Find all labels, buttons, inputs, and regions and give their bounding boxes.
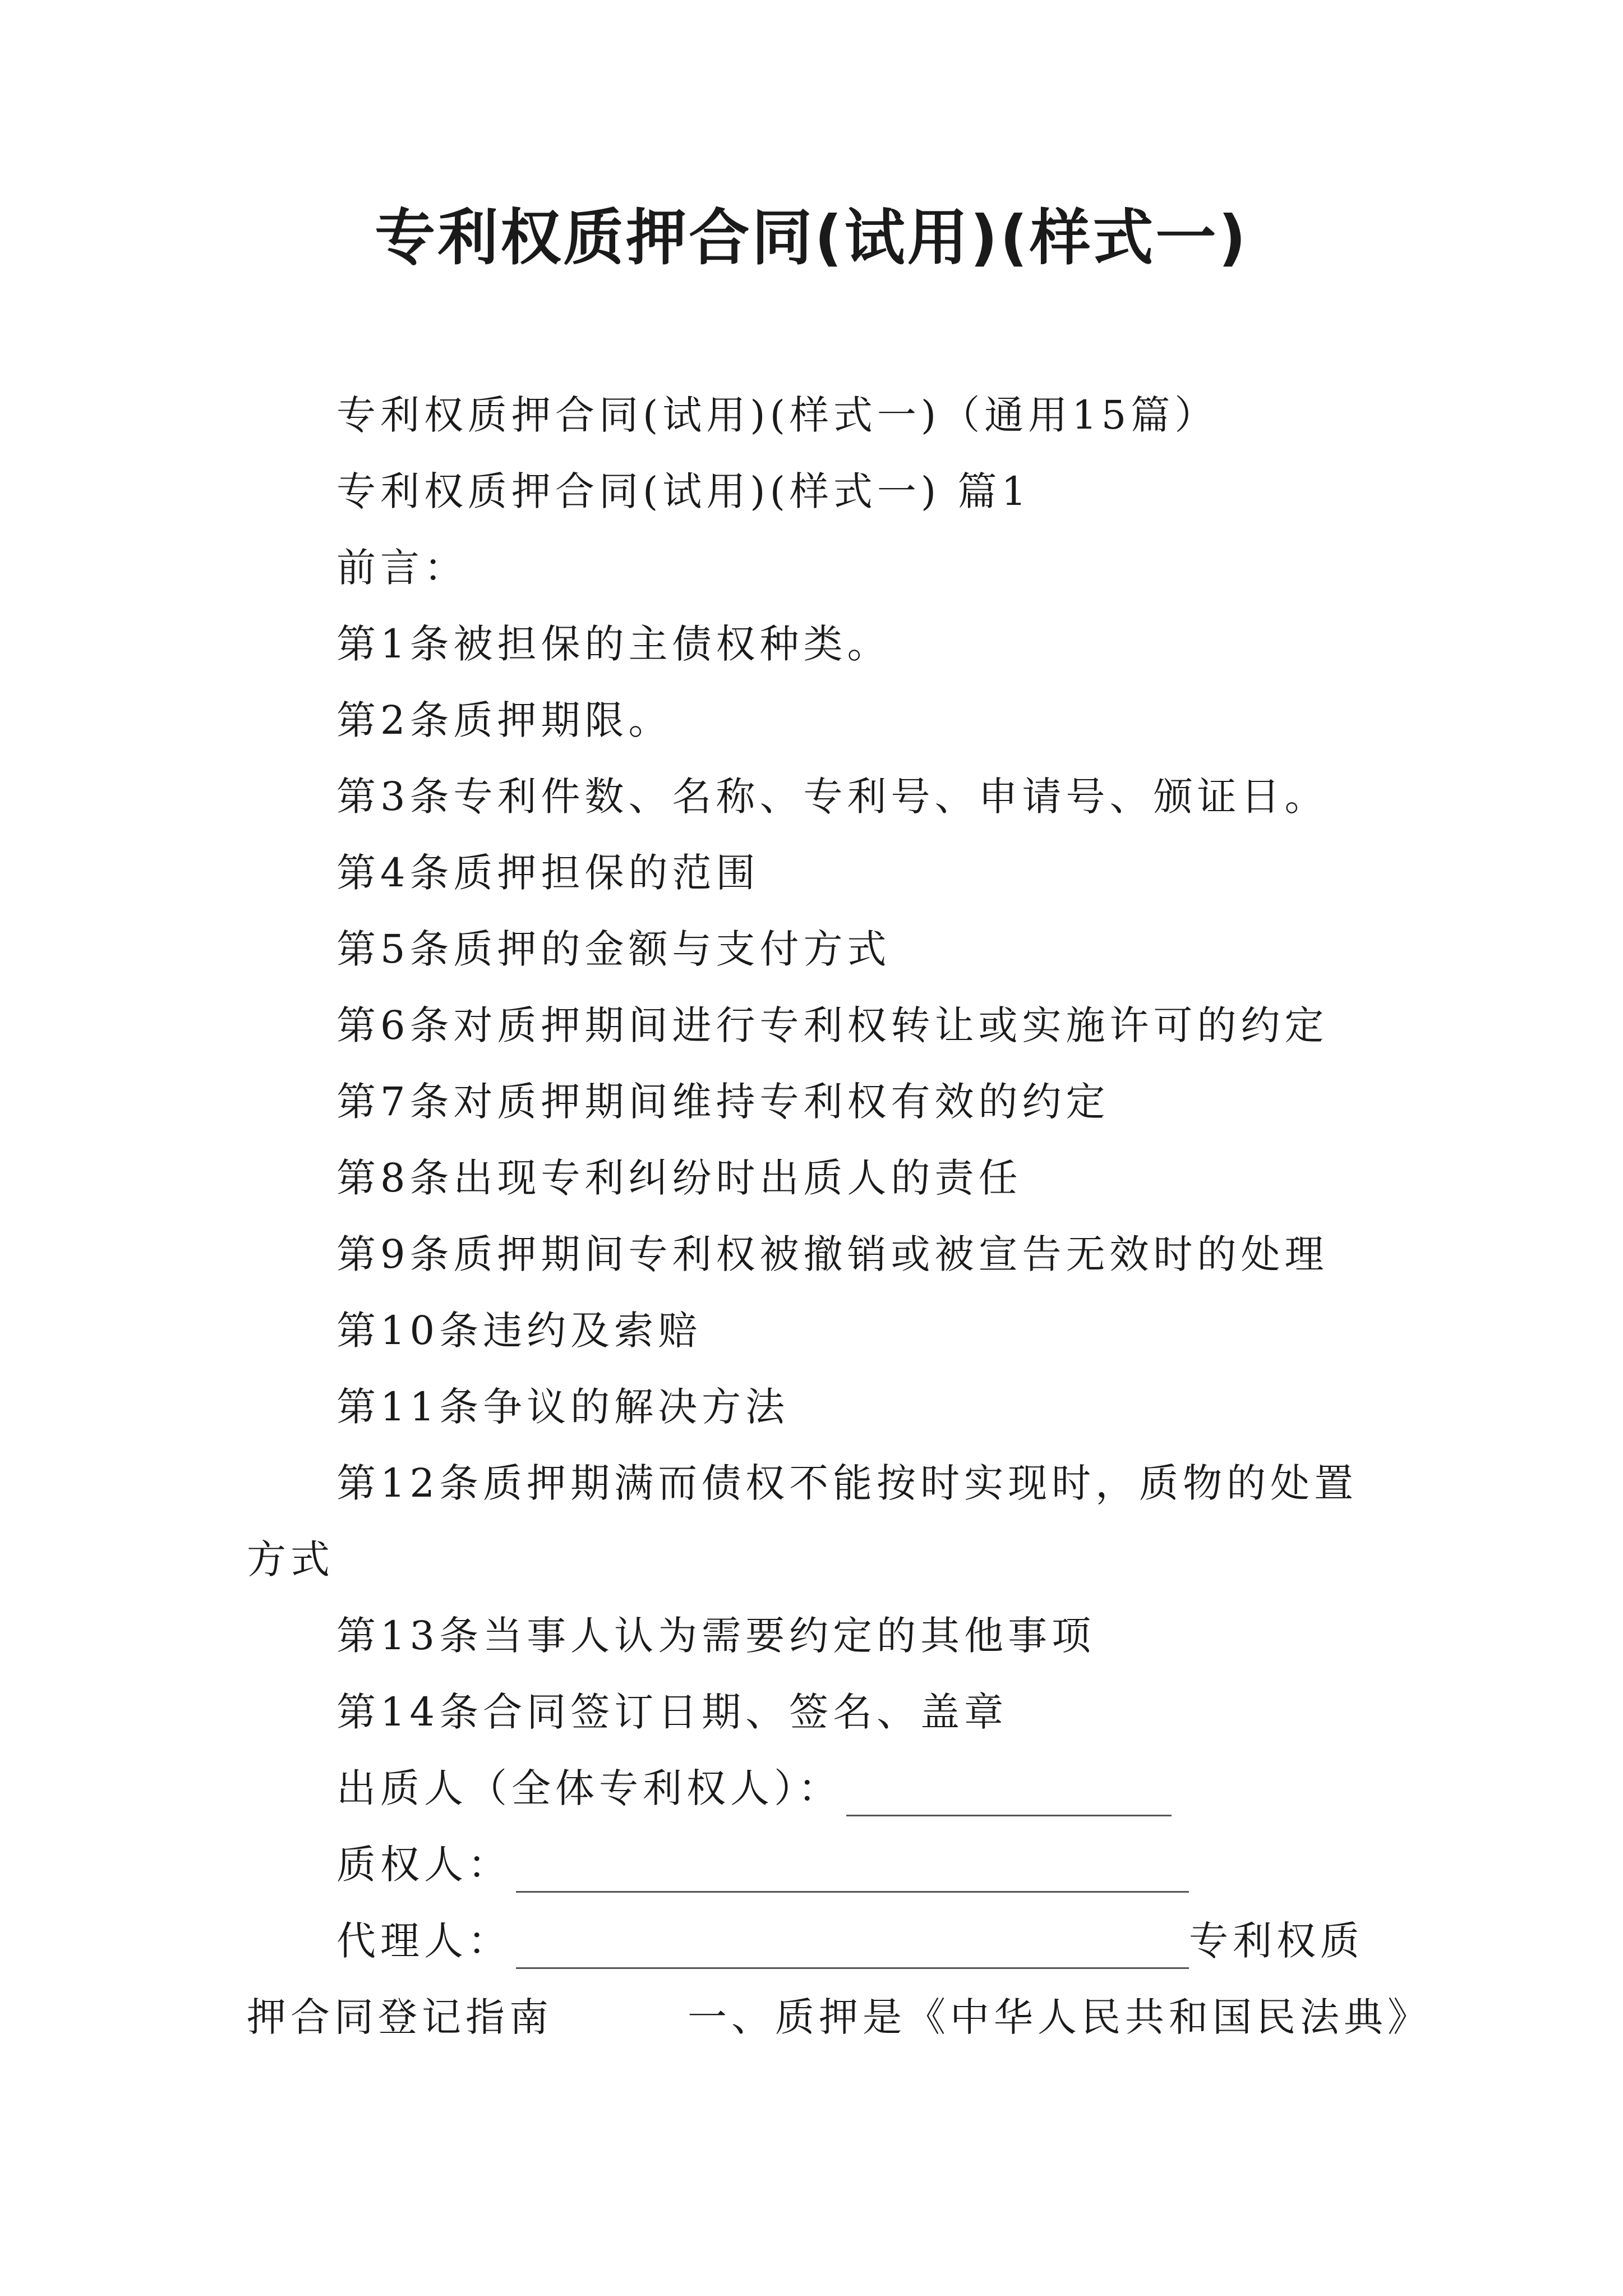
article-14: 第14条合同签订日期、签名、盖章	[336, 1689, 1008, 1735]
document-subtitle: 专利权质押合同(试用)(样式一)（通用15篇）	[336, 392, 1219, 438]
pledgee-label: 质权人：	[336, 1842, 511, 1888]
article-12-line-1: 第12条质押期满而债权不能按时实现时，质物的处置	[336, 1460, 1358, 1506]
document-title: 专利权质押合同(试用)(样式一)	[375, 203, 1248, 273]
pledgor-signature-line	[336, 1760, 1172, 1816]
agent-blank	[516, 1927, 1189, 1969]
article-4: 第4条质押担保的范围	[336, 850, 760, 896]
preface-label: 前言：	[336, 545, 468, 591]
agent-label: 代理人：	[336, 1918, 511, 1964]
article-11: 第11条争议的解决方法	[336, 1384, 790, 1430]
guide-text-start: 押合同登记指南	[247, 1994, 553, 2040]
article-7: 第7条对质押期间维持专利权有效的约定	[336, 1079, 1110, 1125]
section-heading: 专利权质押合同(试用)(样式一) 篇1	[336, 468, 1031, 514]
article-9: 第9条质押期间专利权被撤销或被宣告无效时的处理	[336, 1231, 1329, 1277]
pledgor-blank	[846, 1774, 1172, 1816]
agent-signature-line	[336, 1913, 1364, 1969]
registration-guide-line	[247, 1989, 1431, 2045]
guide-text-end: 一、质押是《中华人民共和国民法典》	[688, 1994, 1431, 2040]
article-6: 第6条对质押期间进行专利权转让或实施许可的约定	[336, 1002, 1329, 1048]
article-3: 第3条专利件数、名称、专利号、申请号、颁证日。	[336, 774, 1329, 820]
article-10: 第10条违约及索赔	[336, 1308, 702, 1354]
article-13: 第13条当事人认为需要约定的其他事项	[336, 1613, 1096, 1659]
article-8: 第8条出现专利纠纷时出质人的责任	[336, 1155, 1022, 1201]
article-12-line-2: 方式	[247, 1536, 334, 1582]
article-1: 第1条被担保的主债权种类。	[336, 621, 891, 667]
pledgee-blank	[516, 1851, 1189, 1893]
pledgee-signature-line	[336, 1837, 1189, 1893]
article-5: 第5条质押的金额与支付方式	[336, 926, 891, 972]
pledgor-label: 出质人（全体专利权人）：	[336, 1765, 842, 1811]
article-2: 第2条质押期限。	[336, 697, 672, 743]
agent-trailing-text: 专利权质	[1189, 1918, 1364, 1964]
